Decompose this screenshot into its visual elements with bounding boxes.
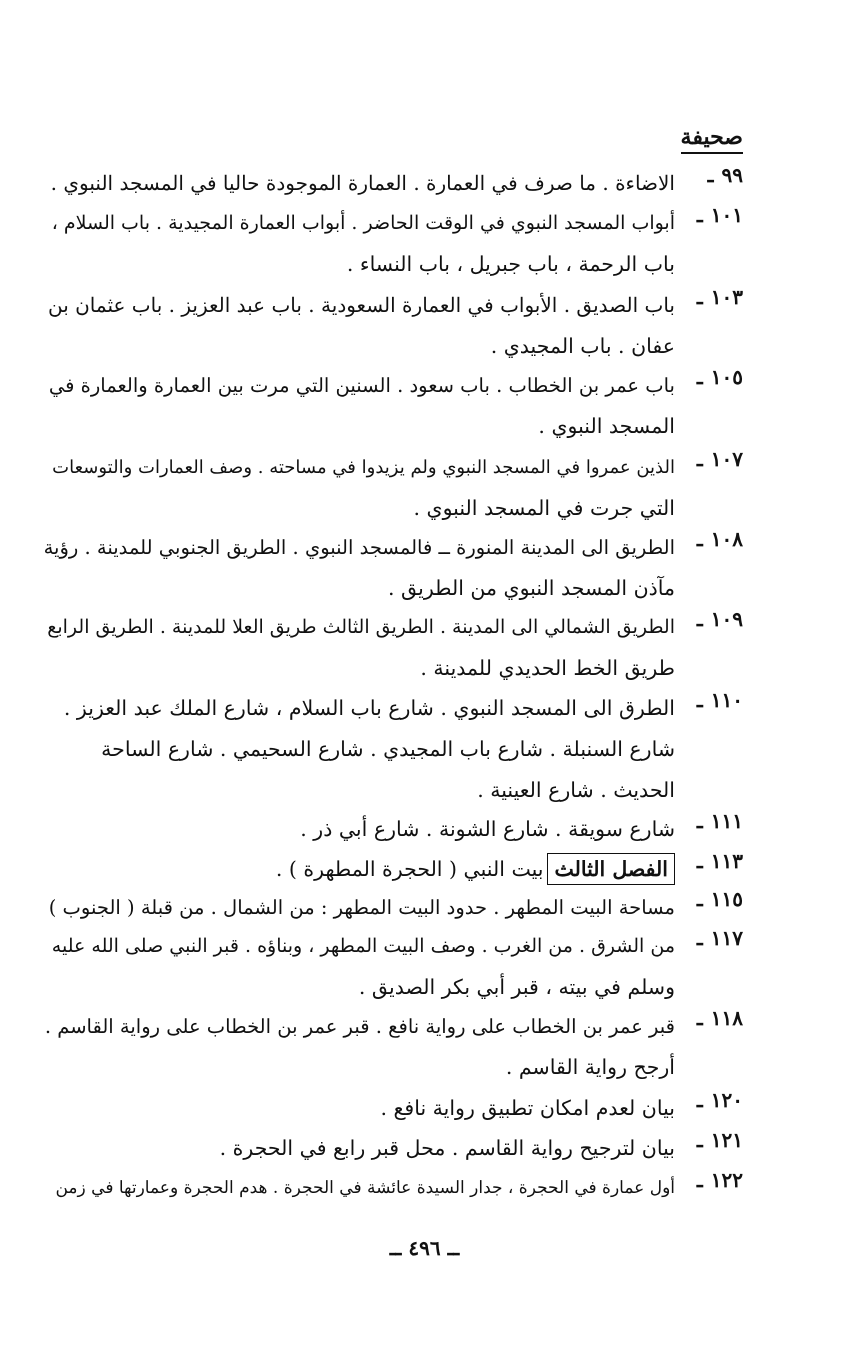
toc-page-number-text: ١٠٧: [710, 447, 743, 471]
toc-page-number-text: ١٢٠: [710, 1088, 743, 1112]
toc-entry-line: [43, 607, 675, 648]
toc-dash: ـ: [696, 926, 703, 950]
toc-entry-line-text: شارع سويقة . شارع الشونة . شارع أبي ذر .: [300, 817, 675, 841]
toc-entry-text: [43, 527, 675, 609]
toc-entry-text: [43, 1006, 675, 1088]
toc-page-number-text: ١٠٣: [710, 285, 743, 309]
toc-entry-text: [43, 809, 675, 850]
toc-entry-line: [43, 1168, 675, 1209]
toc-page-number-text: ١١٧: [710, 926, 743, 950]
toc-dash: ـ: [696, 447, 703, 471]
toc-entry-line: [43, 527, 675, 568]
toc-entry: [43, 688, 743, 811]
toc-dash: ـ: [696, 849, 703, 873]
toc-dash: ـ: [696, 809, 703, 833]
toc-entry-line: [43, 729, 675, 770]
toc-entry-line: [43, 1128, 675, 1169]
toc-entry: [43, 1006, 743, 1088]
toc-page-number: [683, 809, 743, 833]
toc-entry: [43, 203, 743, 285]
toc-entry-text: [43, 1088, 675, 1129]
toc-entry: [43, 1088, 743, 1129]
toc-page-number: [683, 447, 743, 471]
toc-entry-line: [43, 809, 675, 850]
toc-entry-line-text: المسجد النبوي .: [538, 414, 675, 438]
toc-page-number-text: ١٠١: [710, 203, 743, 227]
toc-entry-line: [43, 688, 675, 729]
toc-entry: [43, 285, 743, 367]
toc-page-number-text: ١٢٢: [710, 1168, 743, 1192]
toc-entry-text: [43, 203, 675, 285]
toc-entry: [43, 809, 743, 850]
toc-entry-line: [43, 648, 675, 689]
toc-dash: ـ: [696, 365, 703, 389]
toc-entry-line: [43, 163, 675, 204]
toc-page-number-text: ١١٥: [710, 887, 743, 911]
toc-entry-line: [43, 1006, 675, 1047]
toc-entry-line: [43, 568, 675, 609]
toc-entry-line-text: طريق الخط الحديدي للمدينة .: [420, 656, 675, 680]
toc-entry-line-text: شارع السنبلة . شارع باب المجيدي . شارع السحيمي . شارع الساحة: [101, 737, 675, 761]
toc-page-number-text: ١١٨: [710, 1006, 743, 1030]
toc-entry: [43, 365, 743, 447]
toc-page-number-text: ١٠٥: [710, 365, 743, 389]
toc-entry: [43, 1128, 743, 1169]
toc-page-number: [683, 607, 743, 631]
toc-page-number: [683, 688, 743, 712]
toc-page-number-text: ١١١: [710, 809, 743, 833]
toc-page-number: [683, 527, 743, 551]
toc-entry-line-text: بيان لترجيح رواية القاسم . محل قبر رابع في الحجرة .: [219, 1136, 675, 1160]
toc-entry-line-text: الحديث . شارع العينية .: [477, 778, 675, 802]
toc-entry: [43, 926, 743, 1008]
toc-entry-line-text: باب عمر بن الخطاب . باب سعود . السنين التي مرت بين العمارة والعمارة في: [48, 374, 675, 397]
toc-page-number-text: ١٠٨: [710, 527, 743, 551]
toc-entry-line-text: مآذن المسجد النبوي من الطريق .: [388, 576, 675, 600]
toc-entry-line-text: عفان . باب المجيدي .: [490, 334, 675, 358]
page-column-header: صحيفة: [681, 124, 743, 154]
toc-entry-line-text: الطريق الشمالي الى المدينة . الطريق الثالث طريق العلا للمدينة . الطريق الرابع: [47, 616, 675, 638]
toc-entry-line-text: الطرق الى المسجد النبوي . شارع باب السلام ، شارع الملك عبد العزيز .: [63, 696, 675, 720]
toc-dash: ـ: [696, 1168, 703, 1192]
toc-entry-text: [43, 926, 675, 1008]
toc-entry-line-text: أرجح رواية القاسم .: [505, 1055, 675, 1079]
toc-dash: ـ: [696, 1006, 703, 1030]
toc-entry-line-text: وسلم في بيته ، قبر أبي بكر الصديق .: [358, 975, 675, 999]
toc-entry-line-text: من الشرق . من الغرب . وصف البيت المطهر ، وبناؤه . قبر النبي صلى الله عليه: [51, 935, 675, 957]
toc-entry-line-text: الذين عمروا في المسجد النبوي ولم يزيدوا في مساحته . وصف العمارات والتوسعات: [52, 457, 675, 478]
toc-entry-line: [43, 770, 675, 811]
toc-entry-line-text: مساحة البيت المطهر . حدود البيت المطهر : من الشمال . من قبلة ( الجنوب ): [48, 896, 675, 919]
toc-entry: [43, 1168, 743, 1209]
toc-page-number: [683, 1128, 743, 1152]
toc-entry-line: [43, 447, 675, 488]
toc-entry: [43, 607, 743, 689]
toc-page-number: [683, 849, 743, 873]
toc-entry-line: [43, 244, 675, 285]
toc-page-number-text: ٩٩: [721, 163, 743, 187]
toc-entry-text: [43, 1168, 675, 1209]
toc-entry-line: [43, 285, 675, 326]
toc-dash: ـ: [696, 607, 703, 631]
toc-page-number: [683, 926, 743, 950]
toc-entry-text: [43, 1128, 675, 1169]
toc-entry-line: [43, 849, 675, 890]
toc-page-number-text: ١٠٩: [710, 607, 743, 631]
toc-entry-text: [43, 163, 675, 204]
toc-entry-text: [43, 849, 675, 890]
toc-dash: ـ: [696, 1088, 703, 1112]
toc-entry-line: [43, 1088, 675, 1129]
toc-entry-line-text: الطريق الى المدينة المنورة ــ فالمسجد النبوي . الطريق الجنوبي للمدينة . رؤية: [43, 536, 675, 559]
toc-entry-line: [43, 326, 675, 367]
page-number: ــ ٤٩٦ ــ: [389, 1236, 460, 1260]
toc-entry-line: [43, 365, 675, 406]
toc-entry-line-text: بيان لعدم امكان تطبيق رواية نافع .: [380, 1096, 675, 1120]
toc-page-number-text: ١٢١: [710, 1128, 743, 1152]
toc-entry-line-text: الاضاءة . ما صرف في العمارة . العمارة الموجودة حاليا في المسجد النبوي .: [50, 171, 675, 195]
toc-entry: [43, 849, 743, 890]
toc-page-number: [683, 163, 743, 187]
toc-entry-line: [43, 203, 675, 244]
toc-entry-line-text: أبواب المسجد النبوي في الوقت الحاضر . أبواب العمارة المجيدية . باب السلام ،: [51, 212, 675, 234]
toc-entry-line-text: قبر عمر بن الخطاب على رواية نافع . قبر عمر بن الخطاب على رواية القاسم .: [44, 1015, 675, 1038]
toc-dash: ـ: [696, 887, 703, 911]
toc-entry-line-text: بيت النبي ( الحجرة المطهرة ) .: [275, 857, 544, 881]
chapter-heading-box: الفصل الثالث: [547, 853, 675, 885]
toc-page-number: [683, 203, 743, 227]
toc-entry: [43, 527, 743, 609]
toc-entry-line-text: التي جرت في المسجد النبوي .: [413, 496, 675, 520]
toc-page-number: [683, 285, 743, 309]
toc-dash: ـ: [696, 203, 703, 227]
toc-entry-text: [43, 607, 675, 689]
toc-page-number: [683, 887, 743, 911]
toc-entry: [43, 447, 743, 529]
toc-entry-text: [43, 887, 675, 928]
toc-page-number: [683, 1006, 743, 1030]
toc-entry-text: [43, 365, 675, 447]
toc-dash: ـ: [696, 1128, 703, 1152]
toc-dash: ـ: [696, 688, 703, 712]
toc-entry-line-text: أول عمارة في الحجرة ، جدار السيدة عائشة في الحجرة . هدم الحجرة وعمارتها في زمن: [55, 1178, 675, 1198]
toc-entry-line: [43, 1047, 675, 1088]
toc-entry-line: [43, 887, 675, 928]
toc-entry: [43, 887, 743, 928]
toc-page-number-text: ١١٠: [710, 688, 743, 712]
toc-entry-text: [43, 285, 675, 367]
toc-entry-line-text: باب الرحمة ، باب جبريل ، باب النساء .: [346, 252, 675, 276]
toc-entry-line: [43, 488, 675, 529]
toc-page-number-text: ١١٣: [710, 849, 743, 873]
toc-entry-text: [43, 447, 675, 529]
toc-entry-line: [43, 926, 675, 967]
toc-entry-line: [43, 406, 675, 447]
toc-page-number: [683, 365, 743, 389]
toc-entry-text: [43, 688, 675, 811]
toc-entry: [43, 163, 743, 204]
toc-page-number: [683, 1168, 743, 1192]
toc-entry-line: [43, 967, 675, 1008]
toc-dash: ـ: [696, 527, 703, 551]
toc-entry-line-text: باب الصديق . الأبواب في العمارة السعودية . باب عبد العزيز . باب عثمان بن: [47, 293, 675, 317]
toc-dash: ـ: [707, 163, 714, 187]
toc-page-number: [683, 1088, 743, 1112]
toc-dash: ـ: [696, 285, 703, 309]
